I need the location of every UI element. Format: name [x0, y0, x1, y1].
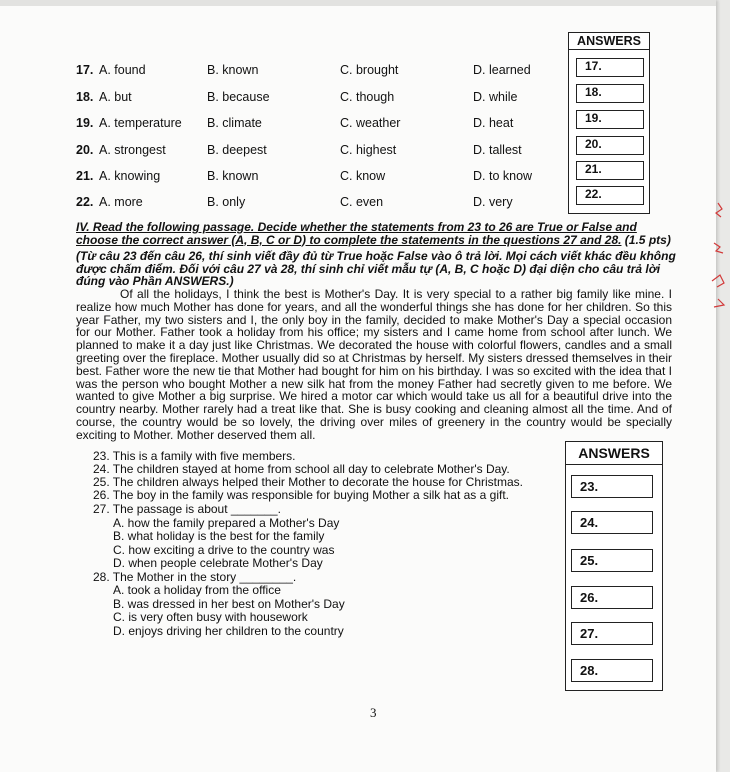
option-c: C. weather — [340, 116, 401, 130]
mc-number: 20. — [76, 143, 94, 157]
instruction-text: IV. Read the following passage. Decide whether the statements from 23 to 26 are True or False and choose the correct answer (A, B, C or D) to complete the statements in the questions 27 and 28. — [76, 220, 637, 247]
answer-field-25[interactable]: 25. — [571, 549, 653, 572]
option-a: A. found — [99, 63, 146, 77]
mc-number: 18. — [76, 90, 94, 104]
mc-number: 22. — [76, 195, 94, 209]
option-b: B. only — [207, 195, 246, 209]
q28-option-a: A. took a holiday from the office — [113, 583, 281, 597]
answer-field-24[interactable]: 24. — [571, 511, 653, 534]
q28-option-c: C. is very often busy with housework — [113, 610, 308, 624]
option-a: A. temperature — [99, 116, 182, 130]
answers-header: ANSWERS — [569, 33, 649, 50]
q27-option-d: D. when people celebrate Mother's Day — [113, 556, 323, 570]
page-number: 3 — [370, 705, 377, 720]
option-c: C. know — [340, 169, 386, 183]
question-24: 24. The children stayed at home from school all day to celebrate Mother's Day. — [93, 462, 510, 476]
answer-field-21[interactable]: 21. — [576, 161, 644, 180]
option-b: B. because — [207, 90, 270, 104]
top-edge — [0, 0, 716, 6]
answer-field-23[interactable]: 23. — [571, 475, 653, 498]
answer-field-19[interactable]: 19. — [576, 110, 644, 129]
q27-option-b: B. what holiday is the best for the family — [113, 529, 325, 543]
option-d: D. to know — [473, 169, 533, 183]
mc-number: 21. — [76, 169, 94, 183]
question-27: 27. The passage is about _______. — [93, 502, 281, 516]
option-d: D. very — [473, 195, 513, 209]
answer-field-28[interactable]: 28. — [571, 659, 653, 682]
option-d: D. heat — [473, 116, 514, 130]
option-c: C. even — [340, 195, 384, 209]
option-a: A. strongest — [99, 143, 166, 157]
q28-option-b: B. was dressed in her best on Mother's Day — [113, 597, 345, 611]
question-28: 28. The Mother in the story ________. — [93, 570, 297, 584]
red-stamp-fragment — [708, 195, 730, 315]
answer-field-17[interactable]: 17. — [576, 58, 644, 77]
question-25: 25. The children always helped their Mother to decorate the house for Christmas. — [93, 475, 524, 489]
option-d: D. tallest — [473, 143, 522, 157]
answers-header: ANSWERS — [566, 442, 662, 465]
option-a: A. more — [99, 195, 143, 209]
q27-option-a: A. how the family prepared a Mother's Day — [113, 516, 340, 530]
option-b: B. known — [207, 63, 259, 77]
option-b: B. known — [207, 169, 259, 183]
question-26: 26. The boy in the family was responsible for buying Mother a silk hat as a gift. — [93, 488, 509, 502]
question-23: 23. This is a family with five members. — [93, 449, 296, 463]
option-d: D. while — [473, 90, 518, 104]
q28-option-d: D. enjoys driving her children to the country — [113, 624, 344, 638]
answer-field-22[interactable]: 22. — [576, 186, 644, 205]
option-d: D. learned — [473, 63, 531, 77]
option-c: C. brought — [340, 63, 399, 77]
option-a: A. but — [99, 90, 132, 104]
points-text: (1.5 pts) — [621, 232, 671, 247]
q27-option-c: C. how exciting a drive to the country was — [113, 543, 335, 557]
option-b: B. climate — [207, 116, 262, 130]
option-a: A. knowing — [99, 169, 161, 183]
mc-number: 17. — [76, 63, 94, 77]
option-c: C. highest — [340, 143, 397, 157]
option-c: C. though — [340, 90, 395, 104]
mc-number: 19. — [76, 116, 94, 130]
answer-field-26[interactable]: 26. — [571, 586, 653, 609]
option-b: B. deepest — [207, 143, 267, 157]
reading-passage: Of all the holidays, I think the best is Mother's Day. It is very special to a rather big family like mine. I realize how much Mother has done for years, and all the wonderful things she has done for her children. So this year Father, my two sisters and I, the only boy in the family, decided to make Mother's Day a special occasion for our Mother. Father took a holiday from his office; my sisters and I came home from school after lunch. We planned to make it a day just like Christmas. We decorated the house with colorful flowers, candles and a small greeting over the fireplace. Mother usually did so at Christmas by herself. My sisters dressed themselves in their best. Father wore the new tie that Mother had bought for him on his birthday. I was so excited with the idea that I was the person who bought Mother a new silk hat from the money Father had secretly given to me before. We wanted to give Mother a big surprise. We hired a motor car which would take us all for a beautiful drive into the country nearby. Mother rarely had a treat like that. She is busy cooking and cleaning almost all the time. And of course, the country would be so lovely, the driving over miles of greenery in the country would be specially exciting to Mother. Mother deserved them all. — [76, 287, 672, 442]
answer-field-18[interactable]: 18. — [576, 84, 644, 103]
section-instruction — [76, 221, 676, 246]
answer-field-20[interactable]: 20. — [576, 136, 644, 155]
answer-field-27[interactable]: 27. — [571, 622, 653, 645]
vietnamese-instruction: (Từ câu 23 đến câu 26, thí sinh viết đầy đủ từ True hoặc False vào ô trả lời. Mọi cách viết khác đều không được chấm điểm. Đối với câu 27 và 28, thí sinh chỉ viết mẫu tự (A, B, C hoặc D) đại diện cho câu trả lời đúng vào Phần ANSWERS.) — [76, 249, 676, 288]
